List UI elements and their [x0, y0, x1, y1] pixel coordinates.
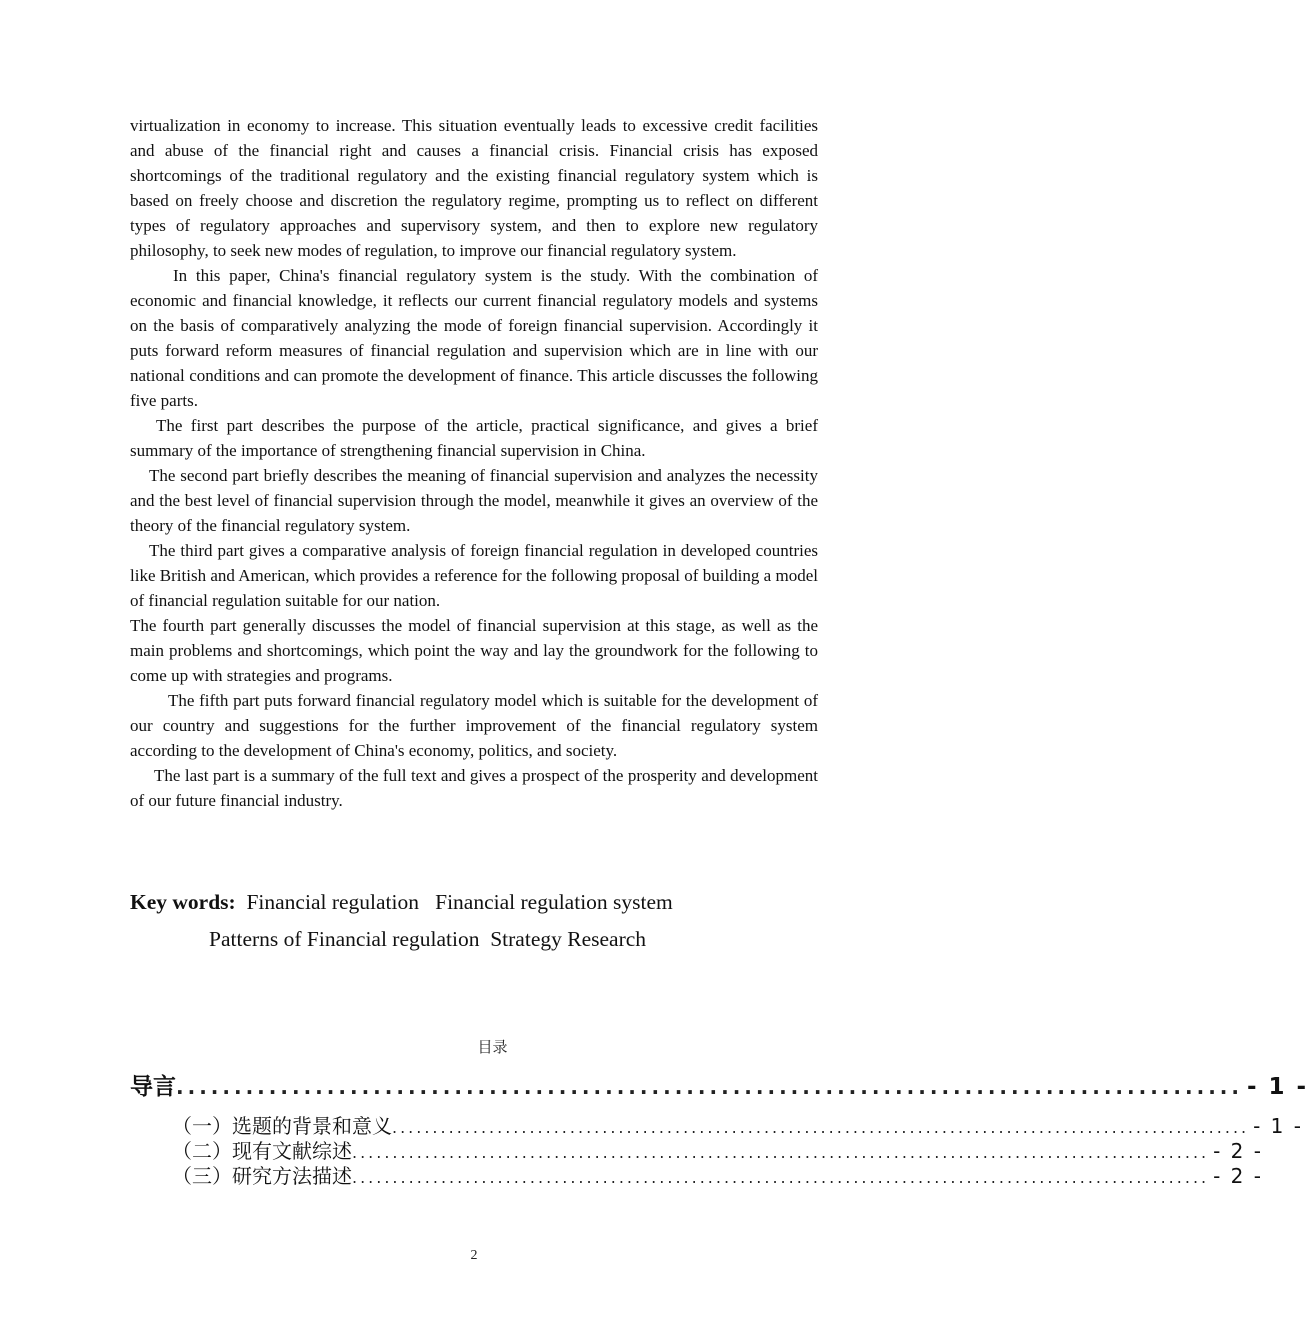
paragraph: virtualization in economy to increase. This situation eventually leads to excessive credit facilities and abuse of the financial right and causes a financial crisis. Financial crisis has exposed shortcomings of the traditional regulatory and the existing financial regulatory system which is based on freely choose and discretion the regulatory regime, prompting us to reflect on different types of regulatory approaches and supervisory system, and then to explore new regulatory philosophy, to seek new modes of regulation, to improve our financial regulatory system.: [130, 116, 818, 260]
keywords-block: [130, 884, 830, 958]
keywords-list-1: Financial regulation Financial regulation system: [246, 890, 673, 914]
paragraph: In this paper, China's financial regulatory system is the study. With the combination of economic and financial knowledge, it reflects our current financial regulatory models and systems on the basis of comparatively analyzing the mode of foreign financial supervision. Accordingly it puts forward reform measures of financial regulation and supervision which are in line with our national conditions and can promote the development of finance. This article discusses the following five parts.: [130, 266, 818, 410]
paragraph: The third part gives a comparative analysis of foreign financial regulation in developed countries like British and American, which provides a reference for the following proposal of building a model of financial regulation suitable for our nation.: [130, 541, 818, 610]
table-of-contents: [130, 1068, 1308, 1188]
keywords-line-1: [130, 884, 830, 921]
toc-leader-dots: ............................................................................................: [176, 1075, 1243, 1099]
toc-leader-dots: ..........................................................................................................: [392, 1118, 1250, 1137]
toc-entry[interactable]: [130, 1135, 1263, 1163]
page-number: 2: [470, 1248, 478, 1263]
toc-entry-label: （三）研究方法描述: [172, 1164, 352, 1188]
paragraph: The fourth part generally discusses the model of financial supervision at this stage, as well as the main problems and shortcomings, which point the way and lay the groundwork for the following to come up with strategies and programs.: [130, 616, 818, 685]
abstract-body: [130, 113, 818, 813]
toc-page-number: - 1 -: [1253, 1114, 1303, 1138]
paragraph: The second part briefly describes the meaning of financial supervision and analyzes the necessity and the best level of financial supervision through the model, meanwhile it gives an overview of the theory of the financial regulatory system.: [130, 466, 818, 535]
paragraph: The first part describes the purpose of the article, practical significance, and gives a brief summary of the importance of strengthening financial supervision in China.: [130, 416, 818, 460]
toc-entry-label: 导言: [130, 1074, 176, 1100]
keywords-list-2: Patterns of Financial regulation Strategy Research: [209, 927, 647, 951]
toc-title: 目录: [477, 1038, 508, 1056]
toc-entry-label: （一）选题的背景和意义: [172, 1114, 392, 1138]
keywords-line-2: [130, 921, 830, 958]
paragraph: The last part is a summary of the full text and gives a prospect of the prosperity and development of our future financial industry.: [130, 766, 818, 810]
toc-entry-intro[interactable]: [130, 1068, 1308, 1110]
keywords-label: Key words:: [130, 890, 236, 914]
toc-entry[interactable]: [130, 1160, 1263, 1188]
toc-leader-dots: ..........................................................................................................: [352, 1168, 1210, 1187]
toc-page-number: - 1 -: [1246, 1074, 1308, 1100]
toc-leader-dots: ..........................................................................................................: [352, 1143, 1210, 1162]
toc-entry-label: （二）现有文献综述: [172, 1139, 352, 1163]
toc-page-number: - 2 -: [1213, 1164, 1263, 1188]
paragraph: The fifth part puts forward financial regulatory model which is suitable for the development of our country and suggestions for the further improvement of the financial regulatory system according to the development of China's economy, politics, and society.: [130, 691, 818, 760]
toc-page-number: - 2 -: [1213, 1139, 1263, 1163]
toc-entry[interactable]: [130, 1110, 1303, 1138]
